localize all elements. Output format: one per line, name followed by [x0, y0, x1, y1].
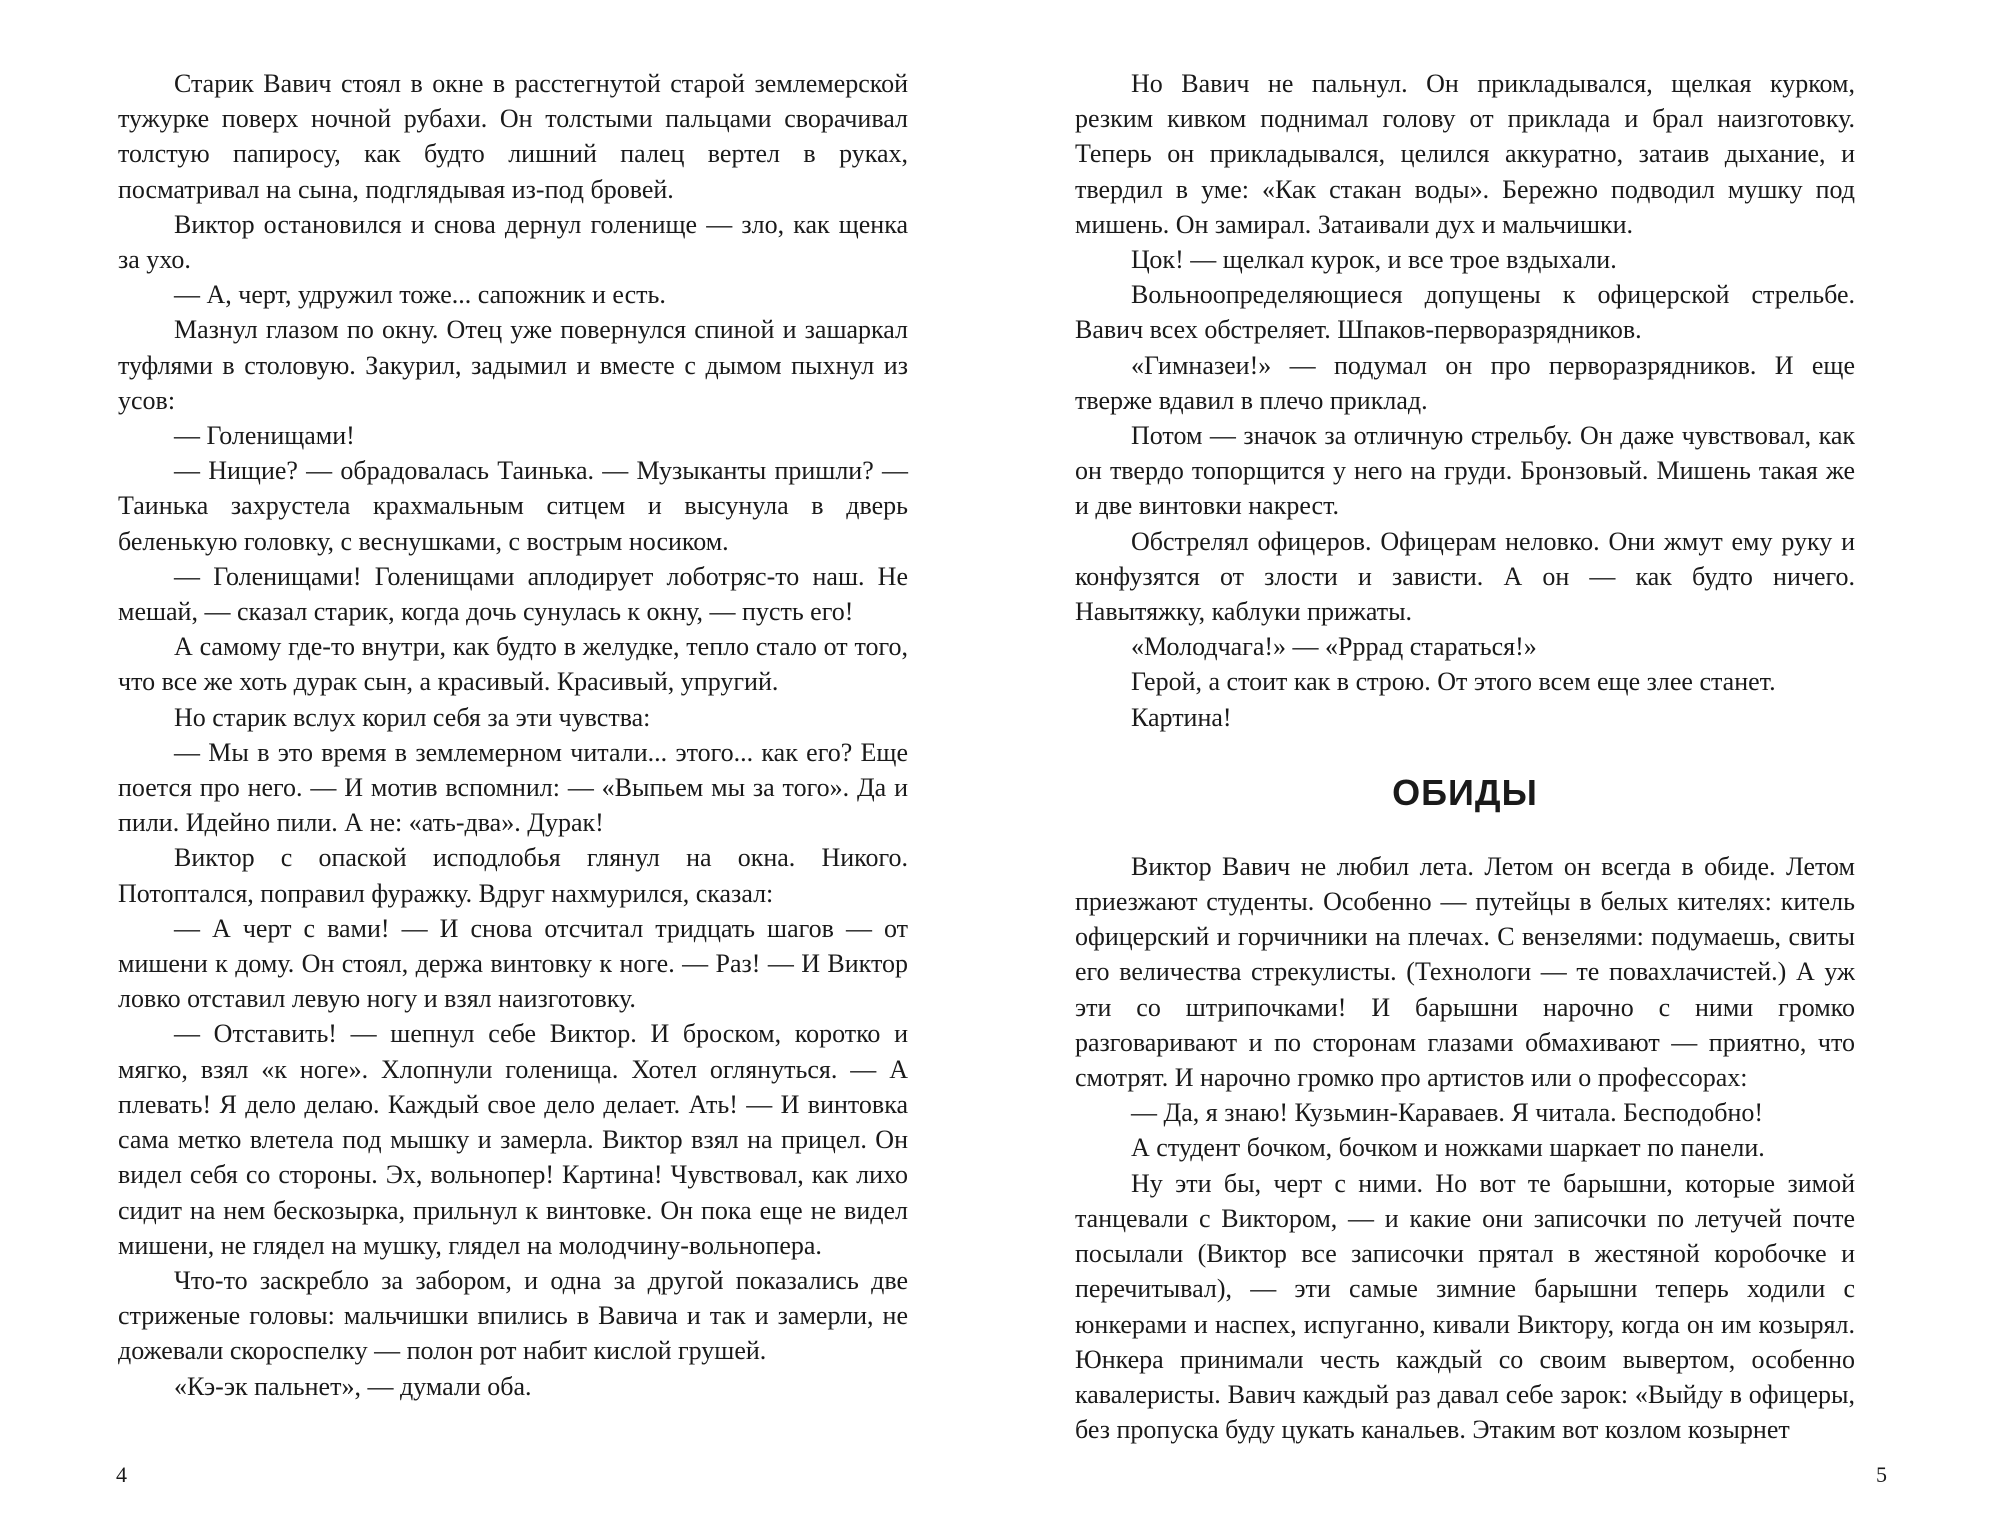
paragraph: Цок! — щелкал курок, и все трое вздыхали. — [1131, 245, 1617, 275]
paragraph: — А, черт, удружил тоже... сапожник и есть. — [174, 280, 666, 310]
paragraph: — Мы в это время в землемерном читали... этого... как его? Еще поется про него. — И мотив вспомнил: — «Выпьем мы за того». Да и пили. Идейно пили. А не: «ать-два». Дурак! — [118, 737, 908, 838]
paragraph: Старик Вавич стоял в окне в расстегнутой старой землемерской тужурке поверх ночной рубахи. Он толстыми пальцами сворачивал толстую папиросу, как будто лишний палец вертел в руках, посматривал на сына, подглядывая из-под бровей. — [118, 69, 908, 204]
paragraph: — Голенищами! — [174, 421, 355, 451]
right-page — [1075, 66, 1855, 1447]
paragraph: «Гимназеи!» — подумал он про перворазрядников. И еще тверже вдавил в плечо приклад. — [1075, 350, 1855, 415]
paragraph: «Молодчага!» — «Рррад стараться!» — [1131, 632, 1537, 662]
paragraph: Что-то заскребло за забором, и одна за другой показались две стриженые головы: мальчишки впились в Вавича и так и замерли, не дожевали скороспелку — полон рот набит кислой грушей. — [118, 1265, 908, 1366]
paragraph: Картина! — [1131, 702, 1232, 732]
paragraph: Но Вавич не пальнул. Он прикладывался, щелкая курком, резким кивком поднимал голову от приклада и брал наизготовку. Теперь он прикладывался, целился аккуратно, затаив дыхание, и твердил в уме: «Как стакан воды». Бережно подводил мушку под мишень. Он замирал. Затаивали дух и мальчишки. — [1075, 69, 1855, 239]
paragraph: Но старик вслух корил себя за эти чувства: — [174, 702, 651, 732]
paragraph: — Отставить! — шепнул себе Виктор. И броском, коротко и мягко, взял «к ноге». Хлопнули голенища. Хотел оглянуться. — А плевать! Я дело делаю. Каждый свое дело делает. Ать! — И винтовка сама метко влетела под мышку и замерла. Виктор взял на прицел. Он видел себя со стороны. Эх, вольнопер! Картина! Чувствовал, как лихо сидит на нем бескозырка, прильнул к винтовке. Он пока еще не видел мишени, не глядел на мушку, глядел на молодчину-вольнопера. — [118, 1019, 908, 1260]
paragraph: Виктор с опаской исподлобья глянул на окна. Никого. Потоптался, поправил фуражку. Вдруг нахмурился, сказал: — [118, 843, 908, 908]
paragraph: — Голенищами! Голенищами аплодирует лоботряс-то наш. Не мешай, — сказал старик, когда дочь сунулась к окну, — пусть его! — [118, 561, 908, 627]
left-page — [118, 66, 908, 1404]
paragraph: А студент бочком, бочком и ножками шаркает по панели. — [1131, 1133, 1765, 1163]
paragraph: «Кэ-эк пальнет», — думали оба. — [174, 1371, 532, 1401]
paragraph: Вольноопределяющиеся допущены к офицерской стрельбе. Вавич всех обстреляет. Шпаков-перворазрядников. — [1075, 280, 1855, 345]
page-number-left: 4 — [116, 1462, 127, 1487]
page-number-right: 5 — [1876, 1462, 1887, 1487]
paragraph: Потом — значок за отличную стрельбу. Он даже чувствовал, как он твердо топорщится у него на груди. Бронзовый. Мишень такая же и две винтовки накрест. — [1075, 421, 1855, 521]
paragraph: — Да, я знаю! Кузьмин-Караваев. Я читала. Бесподобно! — [1131, 1098, 1764, 1128]
paragraph: Виктор остановился и снова дернул голенище — зло, как щенка за ухо. — [118, 209, 908, 275]
paragraph: Герой, а стоит как в строю. От этого всем еще злее станет. — [1131, 667, 1776, 697]
paragraph: — Нищие? — обрадовалась Таинька. — Музыканты пришли? — Таинька захрустела крахмальным ситцем и высунула в дверь беленькую головку, с веснушками, с вострым носиком. — [118, 456, 908, 556]
paragraph: Ну эти бы, черт с ними. Но вот те барышни, которые зимой танцевали с Виктором, — и какие они записочки по летучей почте посылали (Виктор все записочки прятал в жестяной коробочке и перечитывал), — эти самые зимние барышни теперь ходили с юнкерами и наспех, испуганно, кивали Виктору, когда он им козырял. Юнкера принимали честь каждый со своим вывертом, особенно кавалеристы. Вавич каждый раз давал себе зарок: «Выйду в офицеры, без пропуска буду цукать канальев. Этаким вот козлом козырнет — [1075, 1168, 1855, 1445]
paragraph: А самому где-то внутри, как будто в желудке, тепло стало от того, что все же хоть дурак сын, а красивый. Красивый, упругий. — [118, 632, 908, 697]
paragraph: Мазнул глазом по окну. Отец уже повернулся спиной и зашаркал туфлями в столовую. Закурил, задымил и вместе с дымом пыхнул из усов: — [118, 315, 908, 415]
paragraph: — А черт с вами! — И снова отсчитал тридцать шагов — от мишени к дому. Он стоял, держа винтовку к ноге. — Раз! — И Виктор ловко отставил левую ногу и взял наизготовку. — [118, 913, 908, 1014]
paragraph: Виктор Вавич не любил лета. Летом он всегда в обиде. Летом приезжают студенты. Особенно — путейцы в белых кителях: китель офицерский и горчичники на плечах. С вензелями: подумаешь, свиты его величества стрекулисты. (Технологи — те повахлачистей.) А уж эти со штрипочками! И барышни нарочно с ними громко разговаривают и по сторонам глазами обмахивают — приятно, что смотрят. И нарочно громко про артистов или о профессорах: — [1075, 851, 1855, 1093]
chapter-title: ОБИДЫ — [1392, 771, 1538, 813]
paragraph: Обстрелял офицеров. Офицерам неловко. Они жмут ему руку и конфузятся от злости и зависти. А он — как будто ничего. Навытяжку, каблуки прижаты. — [1075, 526, 1855, 627]
